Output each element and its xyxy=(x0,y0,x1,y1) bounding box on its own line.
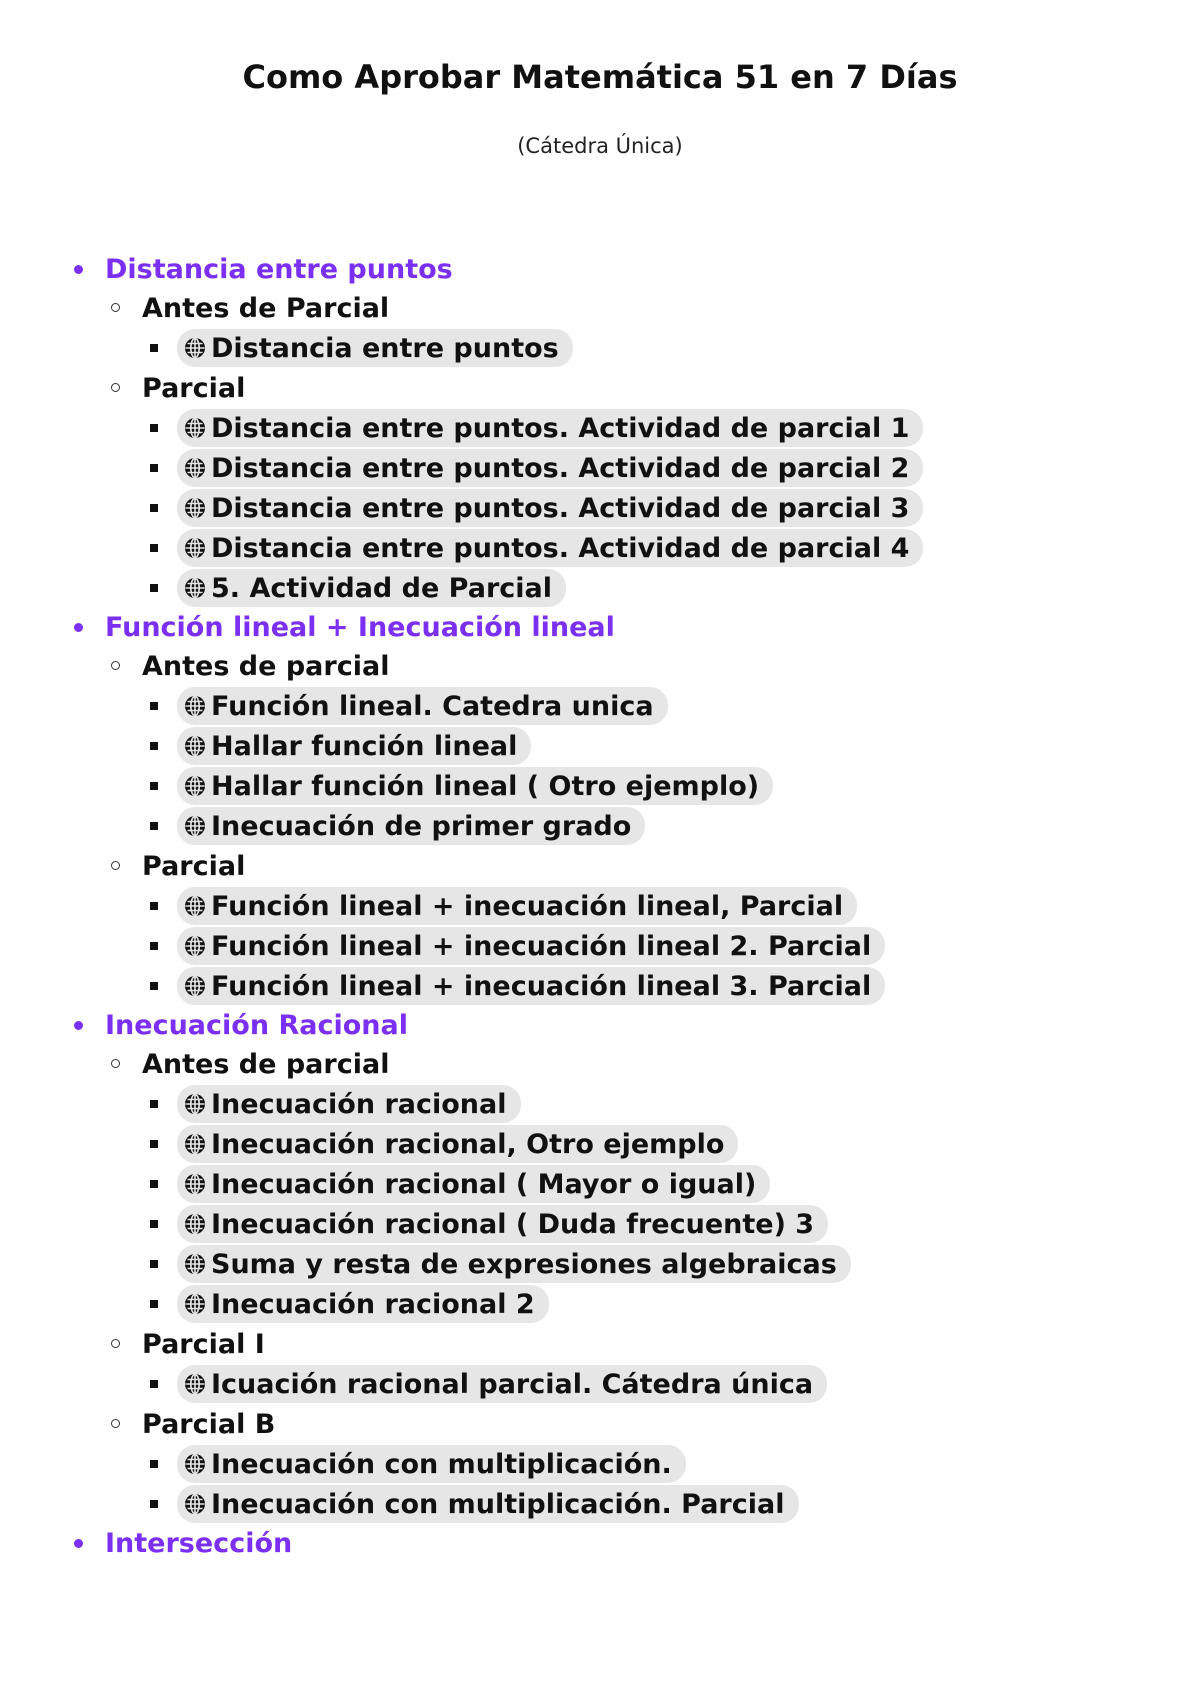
bullet-square-icon xyxy=(150,1140,158,1148)
globe-icon xyxy=(183,1172,207,1196)
link-item xyxy=(0,408,1200,448)
link-item xyxy=(0,448,1200,488)
link-chip[interactable] xyxy=(177,1085,521,1123)
bullet-square-icon xyxy=(150,1500,158,1508)
link-item xyxy=(0,766,1200,806)
bullet-square-icon xyxy=(150,544,158,552)
page-subtitle: (Cátedra Única) xyxy=(517,134,683,158)
globe-icon xyxy=(183,496,207,520)
link-chip[interactable] xyxy=(177,569,566,607)
globe-icon xyxy=(183,934,207,958)
link-chip[interactable] xyxy=(177,1285,549,1323)
link-label: Distancia entre puntos. Actividad de parcial 4 xyxy=(211,532,910,564)
bullet-disc-icon xyxy=(74,265,83,274)
topic-item xyxy=(0,608,1200,646)
link-item xyxy=(0,1084,1200,1124)
link-chip[interactable] xyxy=(177,927,885,965)
section-item xyxy=(0,846,1200,886)
bullet-square-icon xyxy=(150,1100,158,1108)
bullet-square-icon xyxy=(150,1380,158,1388)
section-item xyxy=(0,288,1200,328)
bullet-circle-icon xyxy=(111,1059,120,1068)
link-item xyxy=(0,1364,1200,1404)
globe-icon xyxy=(183,1092,207,1116)
bullet-square-icon xyxy=(150,1180,158,1188)
link-chip[interactable] xyxy=(177,1125,738,1163)
link-label: Inecuación con multiplicación. Parcial xyxy=(211,1488,785,1520)
bullet-square-icon xyxy=(150,822,158,830)
bullet-circle-icon xyxy=(111,861,120,870)
globe-icon xyxy=(183,1252,207,1276)
topic-heading: Función lineal + Inecuación lineal xyxy=(105,611,615,643)
link-chip[interactable] xyxy=(177,1205,828,1243)
section-item xyxy=(0,1324,1200,1364)
link-item xyxy=(0,686,1200,726)
link-chip[interactable] xyxy=(177,1165,770,1203)
bullet-disc-icon xyxy=(74,1021,83,1030)
link-label: Distancia entre puntos. Actividad de parcial 3 xyxy=(211,492,910,524)
link-item xyxy=(0,1244,1200,1284)
link-chip[interactable] xyxy=(177,449,923,487)
globe-icon xyxy=(183,1492,207,1516)
link-label: Distancia entre puntos. Actividad de parcial 2 xyxy=(211,452,910,484)
page-title: Como Aprobar Matemática 51 en 7 Días xyxy=(242,58,958,96)
link-label: Hallar función lineal xyxy=(211,730,518,762)
globe-icon xyxy=(183,694,207,718)
bullet-square-icon xyxy=(150,702,158,710)
link-label: Función lineal. Catedra unica xyxy=(211,690,654,722)
link-label: Icuación racional parcial. Cátedra única xyxy=(211,1368,814,1400)
bullet-square-icon xyxy=(150,942,158,950)
link-label: Inecuación con multiplicación. xyxy=(211,1448,672,1480)
link-label: Función lineal + inecuación lineal 3. Parcial xyxy=(211,970,872,1002)
link-label: Distancia entre puntos xyxy=(211,332,559,364)
bullet-square-icon xyxy=(150,1260,158,1268)
link-label: Función lineal + inecuación lineal 2. Parcial xyxy=(211,930,872,962)
globe-icon xyxy=(183,1212,207,1236)
bullet-square-icon xyxy=(150,584,158,592)
link-chip[interactable] xyxy=(177,727,531,765)
link-item xyxy=(0,886,1200,926)
link-item xyxy=(0,966,1200,1006)
bullet-square-icon xyxy=(150,1220,158,1228)
globe-icon xyxy=(183,974,207,998)
link-chip[interactable] xyxy=(177,887,857,925)
link-label: Inecuación racional xyxy=(211,1088,507,1120)
link-chip[interactable] xyxy=(177,807,645,845)
bullet-circle-icon xyxy=(111,383,120,392)
link-item xyxy=(0,528,1200,568)
link-label: Inecuación racional 2 xyxy=(211,1288,535,1320)
link-item xyxy=(0,1124,1200,1164)
bullet-square-icon xyxy=(150,1300,158,1308)
link-chip[interactable] xyxy=(177,409,923,447)
bullet-square-icon xyxy=(150,464,158,472)
link-chip[interactable] xyxy=(177,687,668,725)
link-label: Hallar función lineal ( Otro ejemplo) xyxy=(211,770,760,802)
link-item xyxy=(0,328,1200,368)
globe-icon xyxy=(183,1292,207,1316)
bullet-square-icon xyxy=(150,982,158,990)
link-chip[interactable] xyxy=(177,967,885,1005)
globe-icon xyxy=(183,336,207,360)
bullet-square-icon xyxy=(150,344,158,352)
section-item xyxy=(0,368,1200,408)
topic-item xyxy=(0,250,1200,288)
topic-item xyxy=(0,1524,1200,1562)
bullet-circle-icon xyxy=(111,1419,120,1428)
globe-icon xyxy=(183,1452,207,1476)
link-label: Inecuación racional ( Duda frecuente) 3 xyxy=(211,1208,815,1240)
globe-icon xyxy=(183,734,207,758)
section-label: Antes de parcial xyxy=(142,1048,390,1080)
link-item xyxy=(0,1444,1200,1484)
globe-icon xyxy=(183,1372,207,1396)
topic-heading: Inecuación Racional xyxy=(105,1009,408,1041)
section-item xyxy=(0,1404,1200,1444)
link-chip[interactable] xyxy=(177,529,923,567)
section-item xyxy=(0,646,1200,686)
topic-item xyxy=(0,1006,1200,1044)
globe-icon xyxy=(183,416,207,440)
globe-icon xyxy=(183,774,207,798)
bullet-disc-icon xyxy=(74,1539,83,1548)
section-label: Antes de parcial xyxy=(142,650,390,682)
globe-icon xyxy=(183,536,207,560)
section-item xyxy=(0,1044,1200,1084)
link-item xyxy=(0,726,1200,766)
globe-icon xyxy=(183,814,207,838)
link-item xyxy=(0,1484,1200,1524)
link-item xyxy=(0,488,1200,528)
bullet-circle-icon xyxy=(111,661,120,670)
link-label: Distancia entre puntos. Actividad de parcial 1 xyxy=(211,412,910,444)
link-item xyxy=(0,1284,1200,1324)
link-chip[interactable] xyxy=(177,1485,799,1523)
link-chip[interactable] xyxy=(177,1245,851,1283)
link-item xyxy=(0,568,1200,608)
topic-outline xyxy=(0,250,1200,1562)
bullet-square-icon xyxy=(150,1460,158,1468)
link-item xyxy=(0,926,1200,966)
bullet-square-icon xyxy=(150,504,158,512)
bullet-square-icon xyxy=(150,782,158,790)
link-label: Inecuación de primer grado xyxy=(211,810,632,842)
link-chip[interactable] xyxy=(177,1365,827,1403)
link-chip[interactable] xyxy=(177,329,573,367)
link-label: Función lineal + inecuación lineal, Parcial xyxy=(211,890,844,922)
bullet-square-icon xyxy=(150,424,158,432)
globe-icon xyxy=(183,894,207,918)
section-label: Parcial xyxy=(142,850,246,882)
link-item xyxy=(0,1204,1200,1244)
link-item xyxy=(0,1164,1200,1204)
section-label: Parcial xyxy=(142,372,246,404)
bullet-disc-icon xyxy=(74,623,83,632)
globe-icon xyxy=(183,1132,207,1156)
globe-icon xyxy=(183,576,207,600)
link-label: Inecuación racional, Otro ejemplo xyxy=(211,1128,725,1160)
link-chip[interactable] xyxy=(177,489,923,527)
link-chip[interactable] xyxy=(177,1445,686,1483)
section-label: Parcial I xyxy=(142,1328,265,1360)
section-label: Parcial B xyxy=(142,1408,276,1440)
link-item xyxy=(0,806,1200,846)
topic-heading: Distancia entre puntos xyxy=(105,253,453,285)
link-chip[interactable] xyxy=(177,767,773,805)
link-label: Inecuación racional ( Mayor o igual) xyxy=(211,1168,757,1200)
bullet-square-icon xyxy=(150,742,158,750)
link-label: 5. Actividad de Parcial xyxy=(211,572,553,604)
bullet-circle-icon xyxy=(111,303,120,312)
link-label: Suma y resta de expresiones algebraicas xyxy=(211,1248,837,1280)
bullet-square-icon xyxy=(150,902,158,910)
section-label: Antes de Parcial xyxy=(142,292,390,324)
globe-icon xyxy=(183,456,207,480)
bullet-circle-icon xyxy=(111,1339,120,1348)
topic-heading: Intersección xyxy=(105,1527,293,1559)
